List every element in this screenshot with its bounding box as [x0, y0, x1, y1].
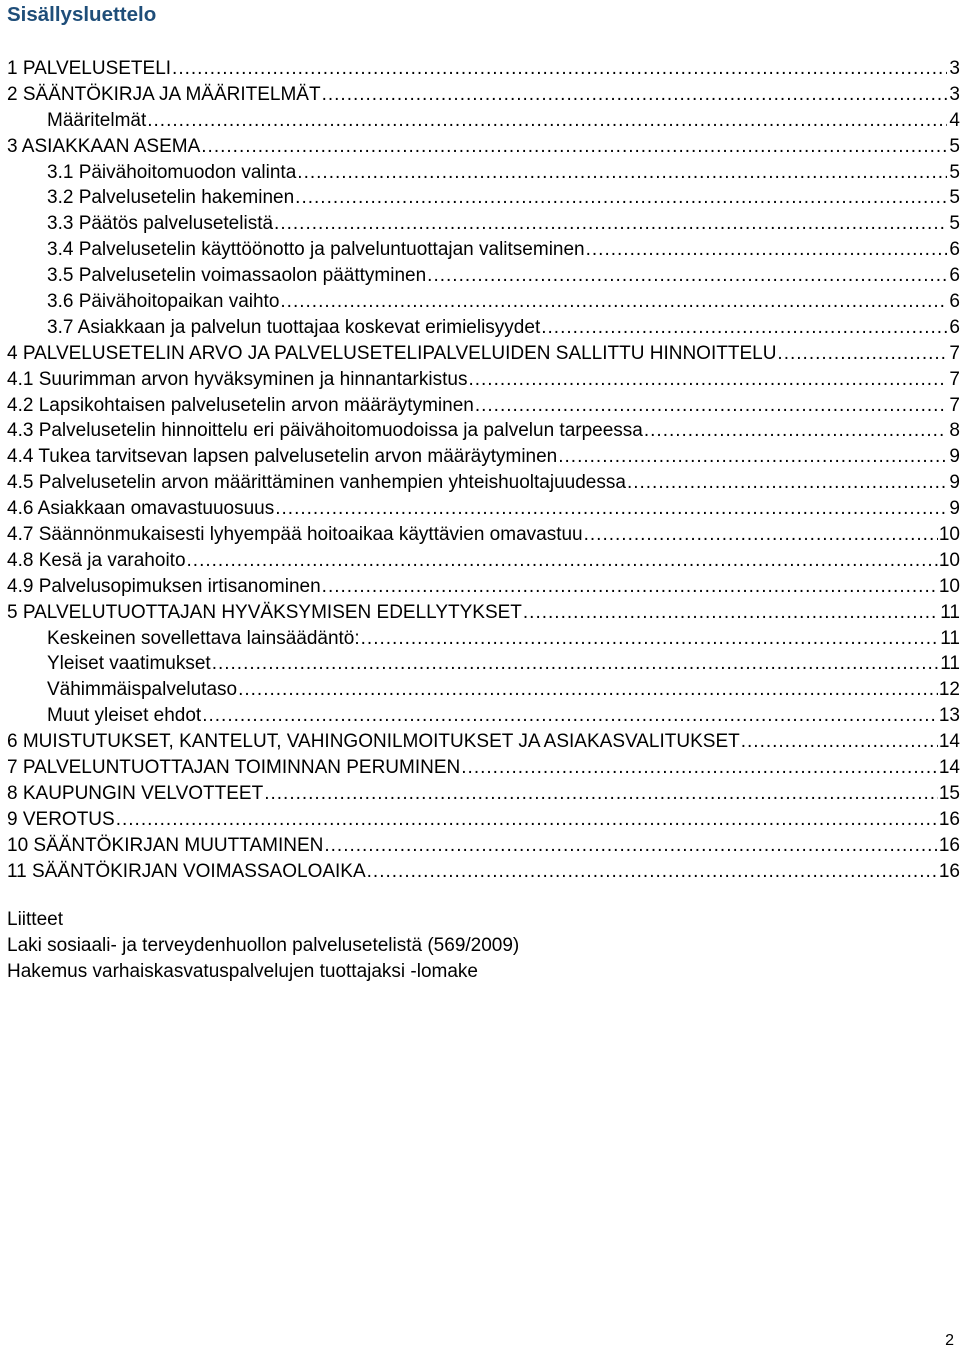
page-number: 2: [945, 1332, 954, 1349]
toc-entry-label: 8 KAUPUNGIN VELVOTTEET: [7, 782, 264, 804]
toc-leader-dots: [187, 548, 938, 574]
toc-entry[interactable]: [7, 703, 960, 729]
toc-entry-page: 16: [938, 834, 960, 856]
toc-leader-dots: [324, 833, 938, 859]
toc-entry-label: 4.3 Palvelusetelin hinnoittelu eri päivähoitomuodoissa ja palvelun tarpeessa: [7, 420, 643, 442]
toc-leader-dots: [275, 496, 947, 522]
toc-entry-label: 3.7 Asiakkaan ja palvelun tuottajaa koskevat erimielisyydet: [47, 316, 541, 338]
toc-entry-label: 11 SÄÄNTÖKIRJAN VOIMASSAOLOAIKA: [7, 860, 366, 882]
toc-entry[interactable]: [7, 729, 960, 755]
toc-entry-label: 3.2 Palvelusetelin hakeminen: [47, 187, 295, 209]
toc-entry-page: 16: [938, 860, 960, 882]
toc-entry[interactable]: [7, 56, 960, 82]
toc-entry-page: 9: [949, 472, 960, 494]
toc-leader-dots: [264, 781, 938, 807]
toc-leader-dots: [238, 677, 938, 703]
toc-leader-dots: [584, 522, 938, 548]
appendix-item: Laki sosiaali- ja terveydenhuollon palvelusetelistä (569/2009): [7, 935, 520, 956]
toc-entry[interactable]: [7, 237, 960, 263]
toc-leader-dots: [147, 108, 947, 134]
toc-entry-label: 3.3 Päätös palvelusetelistä: [47, 213, 274, 235]
toc-entry[interactable]: [7, 807, 960, 833]
toc-entry-page: 3: [949, 83, 960, 105]
toc-entry-page: 11: [940, 653, 960, 675]
toc-leader-dots: [586, 237, 947, 263]
toc-leader-dots: [172, 56, 947, 82]
toc-leader-dots: [116, 807, 938, 833]
toc-entry-page: 10: [938, 575, 960, 597]
toc-entry[interactable]: [7, 677, 960, 703]
toc-entry[interactable]: [7, 367, 960, 393]
toc-entry-page: 7: [949, 342, 960, 364]
toc-entry-page: 7: [949, 394, 960, 416]
appendix-section: [7, 907, 519, 985]
toc-entry[interactable]: [7, 444, 960, 470]
toc-leader-dots: [274, 211, 947, 237]
toc-entry-label: 4.5 Palvelusetelin arvon määrittäminen vanhempien yhteishuoltajuudessa: [7, 472, 626, 494]
toc-entry[interactable]: [7, 859, 960, 885]
toc-entry-page: 6: [949, 265, 960, 287]
toc-entry-label: 4.2 Lapsikohtaisen palvelusetelin arvon määräytyminen: [7, 394, 474, 416]
toc-entry-label: 4.4 Tukea tarvitsevan lapsen palvelusetelin arvon määräytyminen: [7, 446, 558, 468]
toc-entry[interactable]: [7, 185, 960, 211]
toc-entry-page: 11: [940, 601, 960, 623]
toc-entry-page: 5: [949, 213, 960, 235]
toc-leader-dots: [644, 418, 947, 444]
toc-leader-dots: [468, 367, 947, 393]
toc-entry-label: 4.1 Suurimman arvon hyväksyminen ja hinnantarkistus: [7, 368, 468, 390]
toc-entry-page: 13: [938, 705, 960, 727]
toc-entry-label: 5 PALVELUTUOTTAJAN HYVÄKSYMISEN EDELLYTYKSET: [7, 601, 522, 623]
toc-entry[interactable]: [7, 833, 960, 859]
toc-entry[interactable]: [7, 289, 960, 315]
toc-leader-dots: [558, 444, 947, 470]
toc-entry-page: 3: [949, 58, 960, 79]
toc-entry-label: 6 MUISTUTUKSET, KANTELUT, VAHINGONILMOITUKSET JA ASIAKASVALITUKSET: [7, 731, 740, 753]
toc-entry-page: 8: [949, 420, 960, 442]
toc-entry-page: 5: [949, 135, 960, 157]
toc-entry[interactable]: [7, 211, 960, 237]
toc-entry-label: 4.8 Kesä ja varahoito: [7, 549, 186, 571]
toc-entry[interactable]: [7, 470, 960, 496]
table-of-contents: [7, 56, 960, 885]
toc-entry-page: 6: [949, 239, 960, 261]
toc-entry[interactable]: [7, 160, 960, 186]
toc-entry-label: Yleiset vaatimukset: [47, 653, 211, 675]
toc-leader-dots: [322, 82, 947, 108]
toc-entry-page: 11: [940, 627, 960, 649]
toc-leader-dots: [361, 626, 940, 652]
toc-entry[interactable]: [7, 600, 960, 626]
toc-entry[interactable]: [7, 522, 960, 548]
toc-entry-label: 4.7 Säännönmukaisesti lyhyempää hoitoaikaa käyttävien omavastuu: [7, 524, 583, 546]
toc-entry[interactable]: [7, 574, 960, 600]
toc-entry-label: 4 PALVELUSETELIN ARVO JA PALVELUSETELIPALVELUIDEN SALLITTU HINNOITTELU: [7, 342, 777, 364]
toc-leader-dots: [297, 160, 947, 186]
toc-entry-label: Määritelmät: [47, 109, 147, 131]
toc-entry-label: 7 PALVELUNTUOTTAJAN TOIMINNAN PERUMINEN: [7, 757, 461, 779]
toc-entry-label: 3.1 Päivähoitomuodon valinta: [47, 161, 297, 183]
toc-entry-label: Muut yleiset ehdot: [47, 705, 202, 727]
toc-entry-page: 14: [938, 731, 960, 753]
toc-leader-dots: [295, 185, 947, 211]
toc-entry-page: 10: [938, 549, 960, 571]
toc-entry[interactable]: [7, 315, 960, 341]
appendix-item: Hakemus varhaiskasvatuspalvelujen tuottajaksi -lomake: [7, 961, 479, 982]
toc-leader-dots: [427, 263, 947, 289]
toc-entry-label: Vähimmäispalvelutaso: [47, 679, 238, 701]
toc-entry-page: 4: [949, 109, 960, 131]
toc-entry-label: 10 SÄÄNTÖKIRJAN MUUTTAMINEN: [7, 834, 324, 856]
toc-leader-dots: [322, 574, 938, 600]
toc-entry-label: 3.5 Palvelusetelin voimassaolon päättyminen: [47, 265, 427, 287]
toc-entry-label: 3 ASIAKKAAN ASEMA: [7, 135, 201, 157]
toc-entry[interactable]: [7, 781, 960, 807]
toc-leader-dots: [201, 134, 947, 160]
toc-entry-label: 9 VEROTUS: [7, 808, 115, 830]
toc-entry-page: 14: [938, 757, 960, 779]
toc-entry[interactable]: [7, 82, 960, 108]
toc-entry[interactable]: [7, 134, 960, 160]
toc-entry[interactable]: [7, 626, 960, 652]
toc-entry[interactable]: [7, 651, 960, 677]
toc-entry-label: 3.6 Päivähoitopaikan vaihto: [47, 291, 280, 313]
toc-leader-dots: [212, 651, 940, 677]
toc-leader-dots: [367, 859, 938, 885]
toc-entry-page: 15: [938, 782, 960, 804]
toc-entry-label: 4.9 Palvelusopimuksen irtisanominen: [7, 575, 321, 597]
toc-entry[interactable]: [7, 263, 960, 289]
toc-entry-label: 3.4 Palvelusetelin käyttöönotto ja palveluntuottajan valitseminen: [47, 239, 585, 261]
toc-leader-dots: [523, 600, 939, 626]
toc-entry[interactable]: [7, 393, 960, 419]
toc-entry-page: 9: [949, 446, 960, 468]
toc-entry[interactable]: [7, 548, 960, 574]
toc-entry-page: 12: [938, 679, 960, 701]
toc-leader-dots: [475, 393, 947, 419]
toc-leader-dots: [280, 289, 947, 315]
toc-leader-dots: [202, 703, 938, 729]
toc-entry[interactable]: [7, 496, 960, 522]
toc-entry-label: 2 SÄÄNTÖKIRJA JA MÄÄRITELMÄT: [7, 83, 321, 105]
toc-entry-page: 6: [949, 291, 960, 313]
toc-leader-dots: [541, 315, 947, 341]
toc-entry-page: 5: [949, 187, 960, 209]
toc-entry-page: 6: [949, 316, 960, 338]
toc-entry-page: 9: [949, 498, 960, 520]
toc-entry[interactable]: [7, 341, 960, 367]
page-title: Sisällysluettelo: [7, 3, 157, 26]
toc-leader-dots: [461, 755, 938, 781]
toc-entry[interactable]: [7, 755, 960, 781]
toc-leader-dots: [777, 341, 947, 367]
toc-entry-page: 10: [938, 524, 960, 546]
toc-entry-page: 7: [949, 368, 960, 390]
toc-entry-page: 5: [949, 161, 960, 183]
toc-leader-dots: [741, 729, 938, 755]
toc-entry-label: 4.6 Asiakkaan omavastuuosuus: [7, 498, 275, 520]
toc-entry-page: 16: [938, 808, 960, 830]
toc-entry-label: 1 PALVELUSETELI: [7, 58, 172, 79]
toc-entry-label: Keskeinen sovellettava lainsäädäntö:: [47, 627, 360, 649]
toc-leader-dots: [627, 470, 947, 496]
toc-entry[interactable]: [7, 418, 960, 444]
appendix-heading: Liitteet: [7, 909, 63, 930]
toc-entry[interactable]: [7, 108, 960, 134]
